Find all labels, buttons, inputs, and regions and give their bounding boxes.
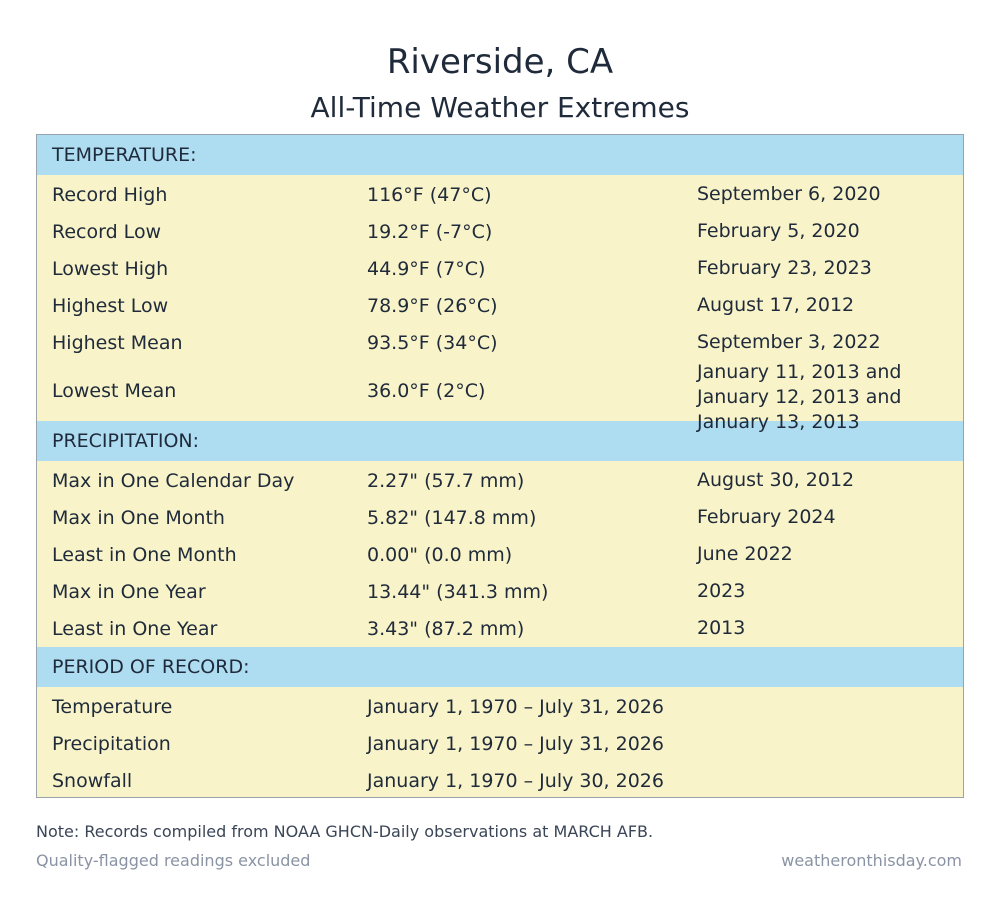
row-value: 78.9°F (26°C) xyxy=(367,294,498,317)
footer-source: weatheronthisday.com xyxy=(781,851,962,870)
extremes-table xyxy=(36,134,964,798)
table-row xyxy=(37,287,963,324)
row-label: Least in One Year xyxy=(52,617,218,640)
row-date: February 5, 2020 xyxy=(697,220,860,242)
table-row xyxy=(37,762,963,799)
row-label: Least in One Month xyxy=(52,543,237,566)
row-value: 93.5°F (34°C) xyxy=(367,331,498,354)
row-value: January 1, 1970 – July 31, 2026 xyxy=(367,695,664,718)
row-value: 13.44" (341.3 mm) xyxy=(367,580,549,603)
section-header-temperature: TEMPERATURE: xyxy=(37,135,963,175)
section-header-period: PERIOD OF RECORD: xyxy=(37,647,963,687)
footer-disclaimer: Quality-flagged readings excluded xyxy=(36,851,311,870)
table-row xyxy=(37,360,963,433)
row-date: August 17, 2012 xyxy=(697,294,855,316)
row-label: Precipitation xyxy=(52,732,171,755)
row-date-line: January 12, 2013 and xyxy=(697,385,902,408)
row-value: January 1, 1970 – July 31, 2026 xyxy=(367,732,664,755)
row-date-multi xyxy=(697,348,962,435)
table-row xyxy=(37,213,963,250)
row-label: Temperature xyxy=(52,695,173,718)
row-date: September 3, 2022 xyxy=(697,331,881,353)
table-row xyxy=(37,725,963,762)
page-title: Riverside, CA xyxy=(386,42,614,82)
row-date-line: January 13, 2013 xyxy=(697,410,860,433)
row-value: 36.0°F (2°C) xyxy=(367,380,486,402)
row-date: 2013 xyxy=(697,617,746,639)
row-date: February 2024 xyxy=(697,506,836,528)
section-header-precipitation: PRECIPITATION: xyxy=(37,421,963,461)
row-value: 116°F (47°C) xyxy=(367,183,492,206)
row-label: Lowest Mean xyxy=(52,380,177,402)
row-label: Highest Low xyxy=(52,294,169,317)
row-date: 2023 xyxy=(697,580,746,602)
table-row xyxy=(37,462,963,499)
row-value: 44.9°F (7°C) xyxy=(367,257,486,280)
row-value: 0.00" (0.0 mm) xyxy=(367,543,513,566)
row-value: 5.82" (147.8 mm) xyxy=(367,506,537,529)
row-label: Lowest High xyxy=(52,257,169,280)
row-label: Max in One Year xyxy=(52,580,206,603)
row-value: 3.43" (87.2 mm) xyxy=(367,617,525,640)
footnote: Note: Records compiled from NOAA GHCN-Daily observations at MARCH AFB. xyxy=(36,822,654,841)
table-row xyxy=(37,499,963,536)
row-value: January 1, 1970 – July 30, 2026 xyxy=(367,769,664,792)
table-row xyxy=(37,176,963,213)
table-row xyxy=(37,610,963,647)
row-label: Record Low xyxy=(52,220,162,243)
row-label: Highest Mean xyxy=(52,331,183,354)
row-value: 19.2°F (-7°C) xyxy=(367,220,493,243)
row-date-line: January 11, 2013 and xyxy=(697,360,902,383)
row-label: Max in One Calendar Day xyxy=(52,469,295,492)
row-date: June 2022 xyxy=(697,543,793,565)
table-row xyxy=(37,688,963,725)
row-label: Snowfall xyxy=(52,769,133,792)
table-row xyxy=(37,573,963,610)
row-value: 2.27" (57.7 mm) xyxy=(367,469,525,492)
row-label: Max in One Month xyxy=(52,506,225,529)
row-label: Record High xyxy=(52,183,168,206)
row-date: February 23, 2023 xyxy=(697,257,872,279)
row-date: August 30, 2012 xyxy=(697,469,855,491)
table-row xyxy=(37,250,963,287)
table-row xyxy=(37,536,963,573)
row-date: September 6, 2020 xyxy=(697,183,881,205)
page-subtitle: All-Time Weather Extremes xyxy=(310,91,690,124)
